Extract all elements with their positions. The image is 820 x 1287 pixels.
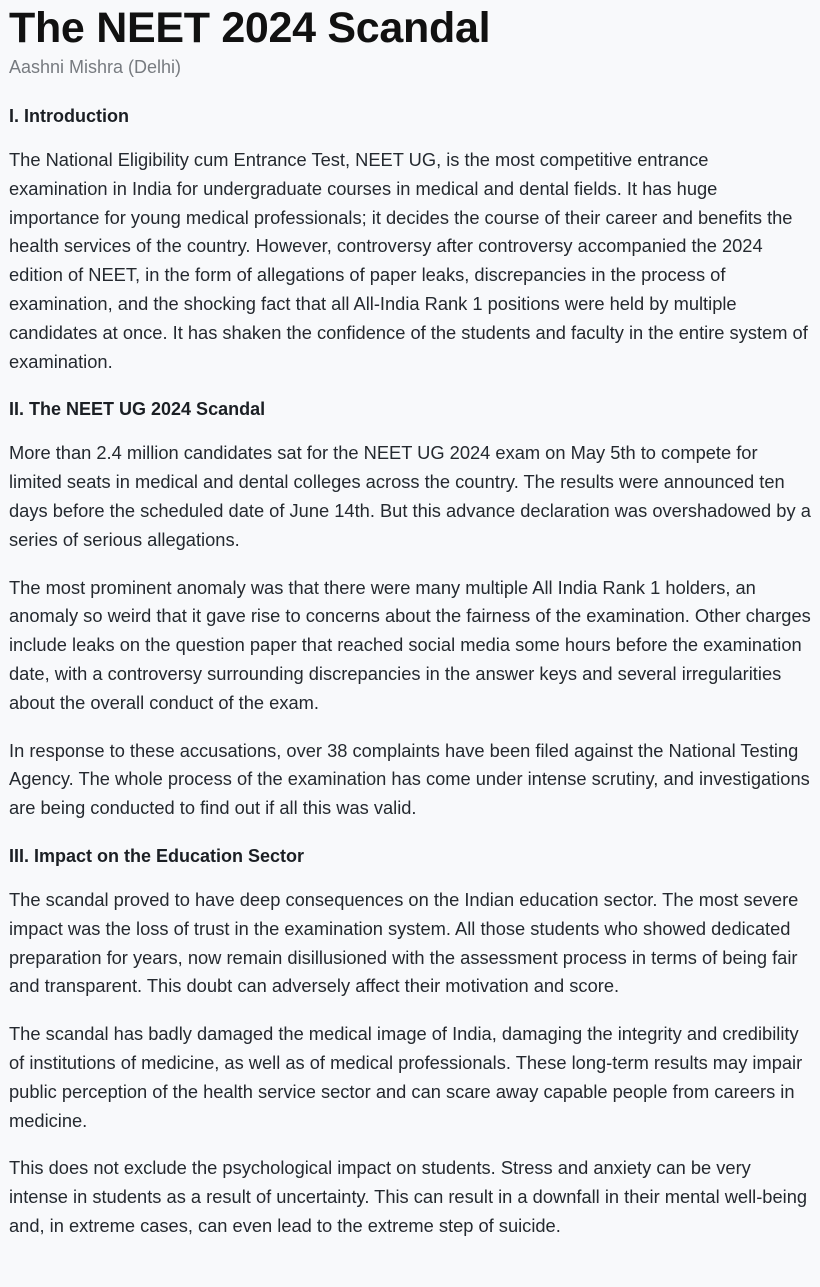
section-heading-introduction: I. Introduction bbox=[9, 106, 129, 126]
section-heading-impact: III. Impact on the Education Sector bbox=[9, 845, 305, 866]
paragraph: The scandal proved to have deep consequences on the Indian education sector. The most severe impact was the loss of trust in the examination system. All those students who showed dedicated preparation for years, now remain disillusioned with the assessment process in terms of being fair and transparent. This doubt can adversely affect their motivation and score. bbox=[9, 888, 799, 997]
section-heading-scandal: II. The NEET UG 2024 Scandal bbox=[9, 399, 266, 420]
paragraph: The most prominent anomaly was that there were many multiple All India Rank 1 holders, an anomaly so weird that it gave rise to concerns about the fairness of the examination. Other charges include leaks on the question paper that reached social media some hours before the examination date, with a controversy surrounding discrepancies in the answer keys and several irregularities about the overall conduct of the exam. bbox=[9, 576, 811, 713]
article-title: The NEET 2024 Scandal bbox=[9, 4, 491, 52]
paragraph: This does not exclude the psychological impact on students. Stress and anxiety can be very intense in students as a result of uncertainty. This can result in a downfall in their mental well-being and, in extreme cases, can even lead to the extreme step of suicide. bbox=[9, 1157, 808, 1236]
paragraph: The National Eligibility cum Entrance Test, NEET UG, is the most competitive entrance examination in India for undergraduate courses in medical and dental fields. It has huge importance for young medical professionals; it decides the course of their career and benefits the health services of the country. However, controversy after controversy accompanied the 2024 edition of NEET, in the form of allegations of paper leaks, discrepancies in the process of examination, and the shocking fact that all All-India Rank 1 positions were held by multiple candidates at once. It has shaken the confidence of the students and faculty in the entire system of examination. bbox=[9, 149, 808, 372]
paragraph: More than 2.4 million candidates sat for the NEET UG 2024 exam on May 5th to compete for limited seats in medical and dental colleges across the country. The results were announced ten days before the scheduled date of June 14th. But this advance declaration was overshadowed by a series of serious allegations. bbox=[9, 442, 811, 550]
paragraph: The scandal has badly damaged the medical image of India, damaging the integrity and credibility of institutions of medicine, as well as of medical professionals. These long-term results may impair public perception of the health service sector and can scare away capable people from careers in medicine. bbox=[9, 1023, 803, 1131]
article-author: Aashni Mishra (Delhi) bbox=[9, 57, 182, 77]
paragraph: In response to these accusations, over 38 complaints have been filed against the National Testing Agency. The whole process of the examination has come under intense scrutiny, and investigations are being conducted to find out if all this was valid. bbox=[9, 739, 810, 819]
